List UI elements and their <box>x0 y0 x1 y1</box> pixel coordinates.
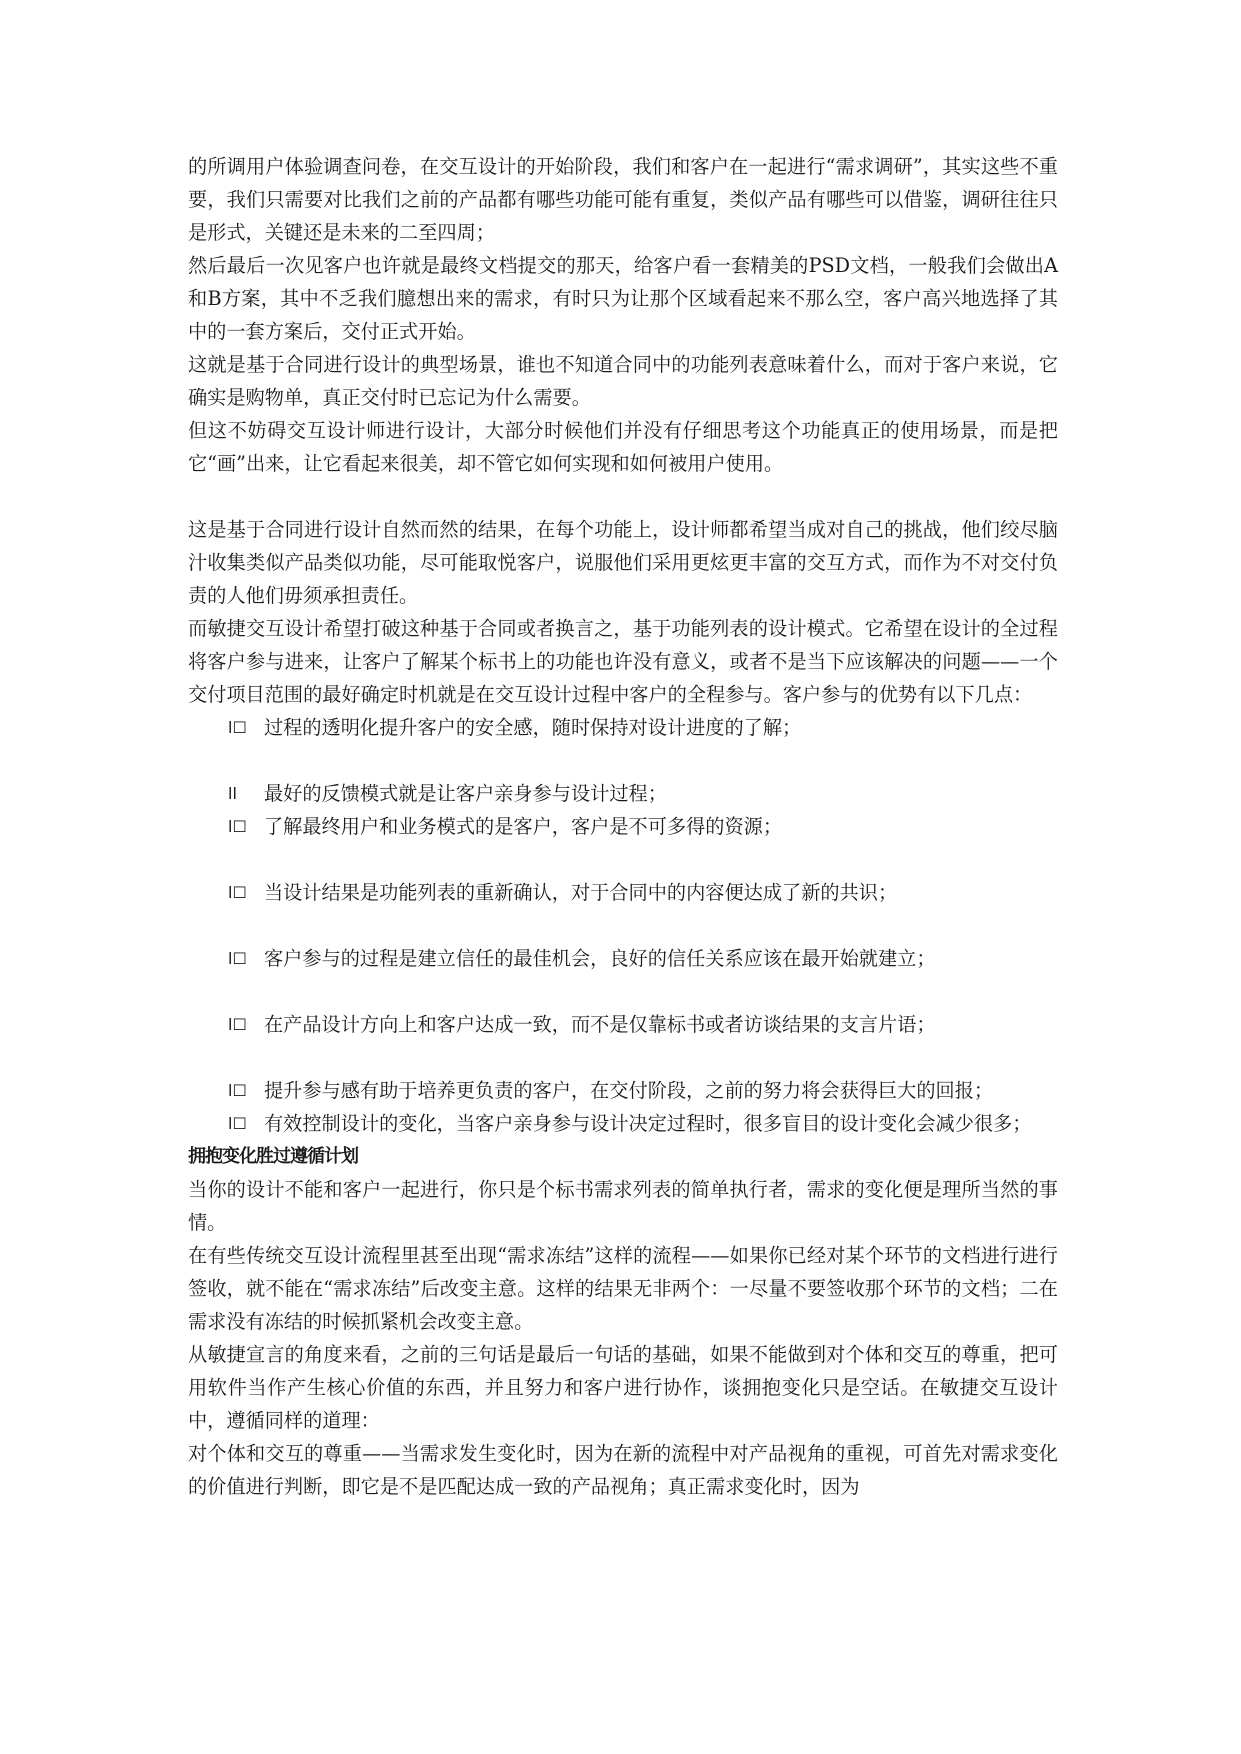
list-item-text: 有效控制设计的变化，当客户亲身参与设计决定过程时，很多盲目的设计变化会减少很多； <box>264 1112 1032 1135</box>
list-item-text: 过程的透明化提升客户的安全感，随时保持对设计进度的了解； <box>264 716 802 739</box>
checkbox-bullet-icon: l☐ <box>228 949 247 968</box>
paragraph: 从敏捷宣言的角度来看，之前的三句话是最后一句话的基础，如果不能做到对个体和交互的尊重，把可用软件当作产生核心价值的东西，并且努力和客户进行协作，谈拥抱变化只是空话。在敏捷交互设计中，遵循同样的道理： <box>188 1343 1058 1432</box>
checkbox-bullet-icon: l☐ <box>228 883 247 902</box>
bar-bullet-icon: ll <box>228 784 237 803</box>
list-item-text: 提升参与感有助于培养更负责的客户，在交付阶段，之前的努力将会获得巨大的回报； <box>264 1079 994 1102</box>
paragraph: 对个体和交互的尊重——当需求发生变化时，因为在新的流程中对产品视角的重视，可首先对需求变化的价值进行判断，即它是不是匹配达成一致的产品视角；真正需求变化时，因为 <box>188 1442 1058 1498</box>
list-item <box>228 711 1058 744</box>
list-item <box>228 876 1058 909</box>
checkbox-bullet-icon: l☐ <box>228 1081 247 1100</box>
list-item <box>228 810 1058 843</box>
document-body <box>188 150 1058 1503</box>
blank-line <box>188 480 1058 513</box>
paragraph: 这就是基于合同进行设计的典型场景，谁也不知道合同中的功能列表意味着什么，而对于客户来说，它确实是购物单，真正交付时已忘记为什么需要。 <box>188 353 1058 409</box>
paragraph: 这是基于合同进行设计自然而然的结果，在每个功能上，设计师都希望当成对自己的挑战，他们绞尽脑汁收集类似产品类似功能，尽可能取悦客户，说服他们采用更炫更丰富的交互方式，而作为不对交付负责的人他们毋须承担责任。 <box>188 518 1058 607</box>
list-item-text: 了解最终用户和业务模式的是客户，客户是不可多得的资源； <box>264 815 783 838</box>
paragraph: 而敏捷交互设计希望打破这种基于合同或者换言之，基于功能列表的设计模式。它希望在设计的全过程将客户参与进来，让客户了解某个标书上的功能也许没有意义，或者不是当下应该解决的问题——一个交付项目范围的最好确定时机就是在交互设计过程中客户的全程参与。客户参与的优势有以下几点： <box>188 617 1058 706</box>
list-item-text: 客户参与的过程是建立信任的最佳机会，良好的信任关系应该在最开始就建立； <box>264 947 936 970</box>
section-heading: 拥抱变化胜过遵循计划 <box>188 1146 358 1167</box>
checkbox-bullet-icon: l☐ <box>228 1114 247 1133</box>
checkbox-bullet-icon: l☐ <box>228 1015 247 1034</box>
list-item-text: 在产品设计方向上和客户达成一致，而不是仅靠标书或者访谈结果的支言片语； <box>264 1013 936 1036</box>
list-item <box>228 942 1058 975</box>
list-item-text: 最好的反馈模式就是让客户亲身参与设计过程； <box>264 782 667 805</box>
paragraph: 的所调用户体验调查问卷，在交互设计的开始阶段，我们和客户在一起进行“需求调研”，其实这些不重要，我们只需要对比我们之前的产品都有哪些功能可能有重复，类似产品有哪些可以借鉴，调研往往只是形式，关键还是未来的二至四周； <box>188 155 1058 244</box>
list-item <box>228 777 1058 810</box>
list-item <box>228 1008 1058 1041</box>
list-item-text: 当设计结果是功能列表的重新确认，对于合同中的内容便达成了新的共识； <box>264 881 898 904</box>
list-item <box>228 1074 1058 1107</box>
checkbox-bullet-icon: l☐ <box>228 817 247 836</box>
paragraph: 然后最后一次见客户也许就是最终文档提交的那天，给客户看一套精美的PSD文档，一般我们会做出A和B方案，其中不乏我们臆想出来的需求，有时只为让那个区域看起来不那么空，客户高兴地选择了其中的一套方案后，交付正式开始。 <box>188 254 1058 343</box>
checkbox-bullet-icon: l☐ <box>228 718 247 737</box>
paragraph: 当你的设计不能和客户一起进行，你只是个标书需求列表的简单执行者，需求的变化便是理所当然的事情。 <box>188 1178 1058 1234</box>
paragraph: 在有些传统交互设计流程里甚至出现“需求冻结”这样的流程——如果你已经对某个环节的文档进行进行签收，就不能在“需求冻结”后改变主意。这样的结果无非两个：一尽量不要签收那个环节的文档；二在需求没有冻结的时候抓紧机会改变主意。 <box>188 1244 1058 1333</box>
paragraph: 但这不妨碍交互设计师进行设计，大部分时候他们并没有仔细思考这个功能真正的使用场景，而是把它“画”出来，让它看起来很美，却不管它如何实现和如何被用户使用。 <box>188 419 1058 475</box>
list-item <box>228 1107 1058 1140</box>
